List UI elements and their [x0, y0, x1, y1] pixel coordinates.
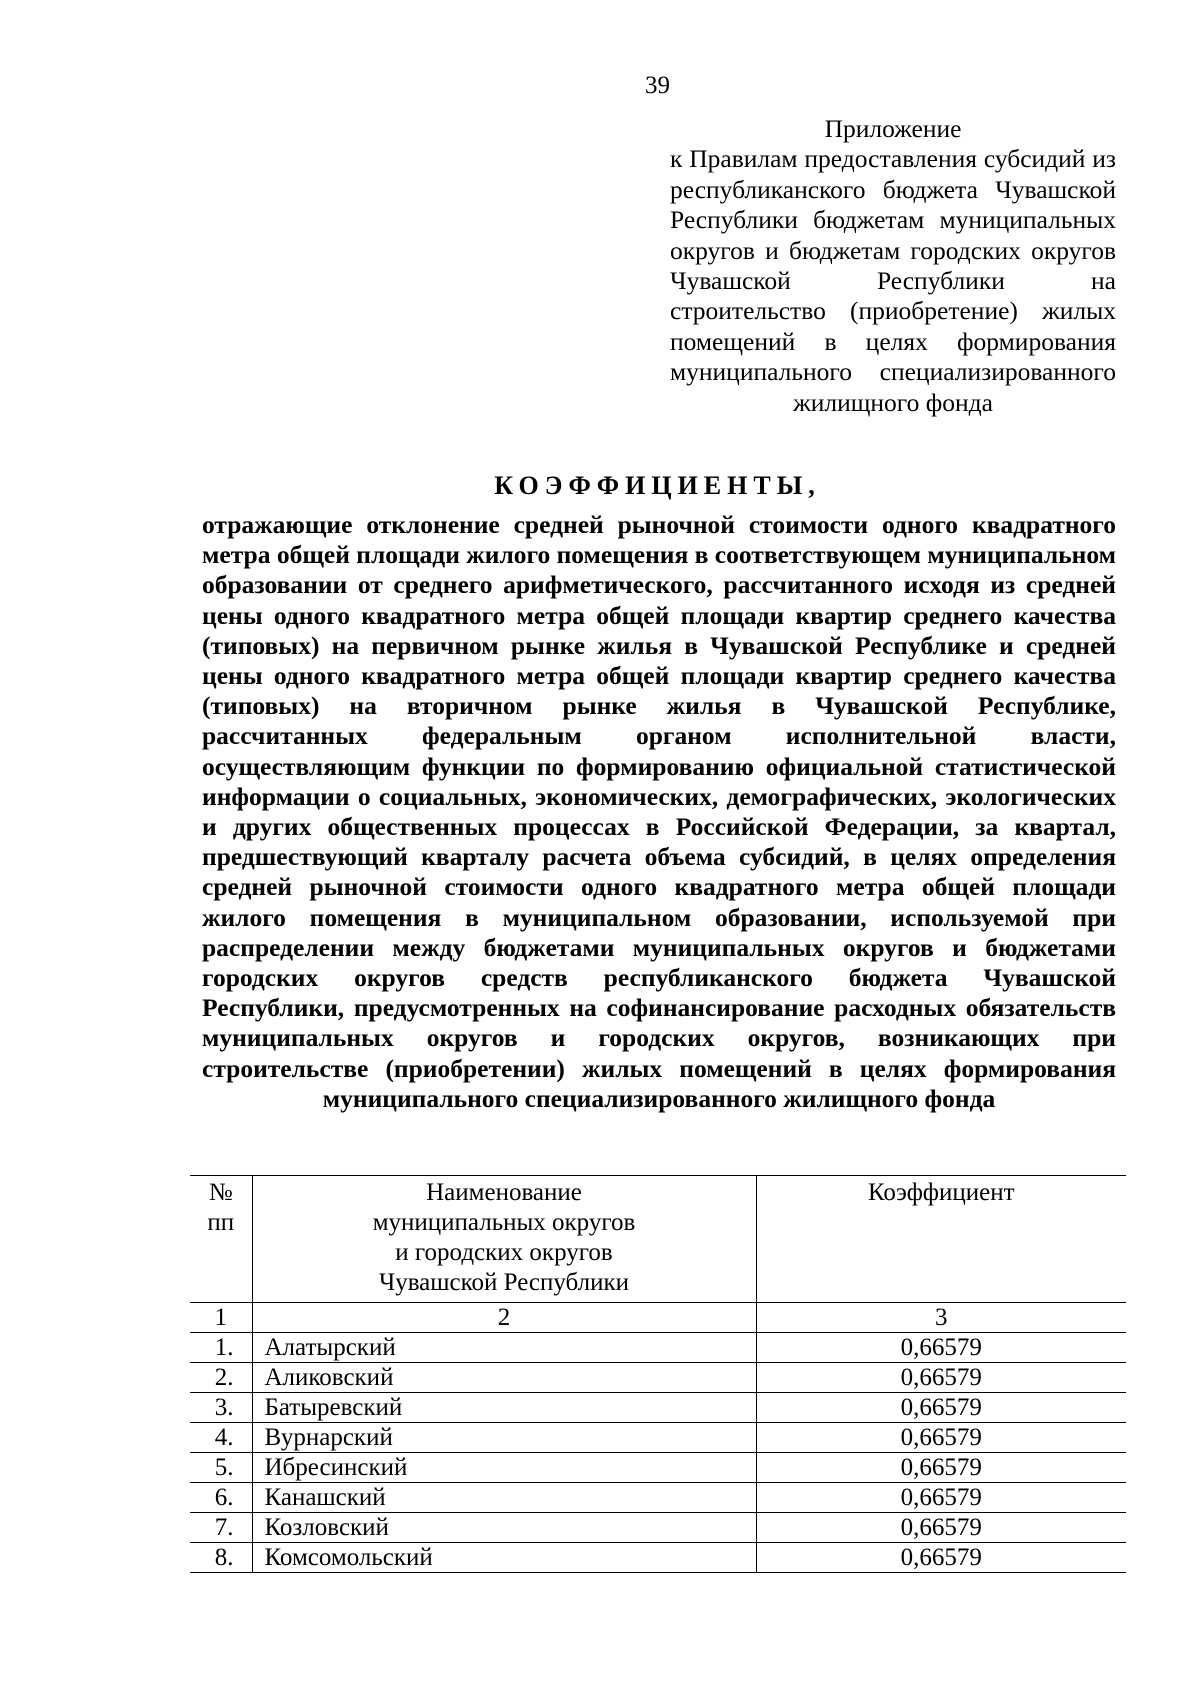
coefficient-value: 0,66579 [756, 1513, 1126, 1543]
district-name: Аликовский [252, 1363, 756, 1393]
row-number: 7. [190, 1513, 252, 1543]
coefficient-value: 0,66579 [756, 1333, 1126, 1363]
coefficient-value: 0,66579 [756, 1483, 1126, 1513]
district-name: Батыревский [252, 1393, 756, 1423]
district-name: Алатырский [252, 1333, 756, 1363]
table-row [190, 1513, 1126, 1543]
column-number: 1 [190, 1303, 252, 1333]
coefficient-value: 0,66579 [756, 1393, 1126, 1423]
table-row [190, 1393, 1126, 1423]
district-name: Ибресинский [252, 1453, 756, 1483]
table-header-row [190, 1176, 1126, 1303]
document-subheading: отражающие отклонение средней рыночной стоимости одного квадратного метра общей площади жилого помещения в соответствующем муниципальном образовании от среднего арифметического, рассчитанного исходя из средней цены одного квадратного метра общей площади квартир среднего качества (типовых) на первичном рынке жилья в Чувашской Республике и средней цены одного квадратного метра общей площади квартир среднего качества (типовых) на вторичном рынке жилья в Чувашской Республике, рассчитанных федеральным органом исполнительной власти, осуществляющим функции по формированию официальной статистической информации о социальных, экономических, демографических, экологических и других общественных процессах в Российской Федерации, за квартал, предшествующий кварталу расчета объема субсидий, в целях определения средней рыночной стоимости одного квадратного метра общей площади жилого помещения в муниципальном образовании, используемой при распределении между бюджетами муниципальных округов и бюджетами городских округов средств республиканского бюджета Чувашской Республики, предусмотренных на софинансирование расходных обязательств муниципальных округов и городских округов, возникающих при строительстве (приобретении) жилых помещений в целях формирования муниципального специализированного жилищного фонда [202, 510, 1116, 1113]
document-heading: КОЭФФИЦИЕНТЫ, [494, 471, 821, 500]
header-number-line: пп [207, 1209, 235, 1236]
coefficient-value: 0,66579 [756, 1543, 1126, 1573]
row-number: 3. [190, 1393, 252, 1423]
header-number-line: № [208, 1179, 233, 1206]
header-name-line: и городских округов [395, 1239, 613, 1266]
coefficients-table [190, 1175, 1126, 1573]
coefficient-value: 0,66579 [756, 1453, 1126, 1483]
table-row [190, 1543, 1126, 1573]
header-name [252, 1176, 756, 1303]
column-number: 3 [756, 1303, 1126, 1333]
district-name: Комсомольский [252, 1543, 756, 1573]
row-number: 2. [190, 1363, 252, 1393]
district-name: Вурнарский [252, 1423, 756, 1453]
appendix-body: к Правилам предоставления субсидий из республиканского бюджета Чувашской Республики бюджетам муниципальных округов и бюджетам городских округов Чувашской Республики на строительство (приобретение) жилых помещений в целях формирования муниципального специализированного жилищного фонда [670, 144, 1116, 417]
coefficient-value: 0,66579 [756, 1363, 1126, 1393]
table-row [190, 1423, 1126, 1453]
column-number-row [190, 1303, 1126, 1333]
row-number: 1. [190, 1333, 252, 1363]
row-number: 5. [190, 1453, 252, 1483]
table-row [190, 1453, 1126, 1483]
table-row [190, 1363, 1126, 1393]
coefficient-value: 0,66579 [756, 1423, 1126, 1453]
header-name-line: Чувашской Республики [378, 1269, 630, 1296]
header-name-line: муниципальных округов [372, 1209, 636, 1236]
table-row [190, 1333, 1126, 1363]
appendix-block [670, 114, 1116, 418]
table-row [190, 1483, 1126, 1513]
row-number: 6. [190, 1483, 252, 1513]
row-number: 8. [190, 1543, 252, 1573]
page-number: 39 [645, 72, 670, 99]
header-coefficient: Коэффициент [756, 1176, 1126, 1303]
header-name-line: Наименование [426, 1179, 582, 1206]
header-number [190, 1176, 252, 1303]
column-number: 2 [252, 1303, 756, 1333]
appendix-title: Приложение [824, 114, 962, 143]
row-number: 4. [190, 1423, 252, 1453]
district-name: Козловский [252, 1513, 756, 1543]
district-name: Канашский [252, 1483, 756, 1513]
